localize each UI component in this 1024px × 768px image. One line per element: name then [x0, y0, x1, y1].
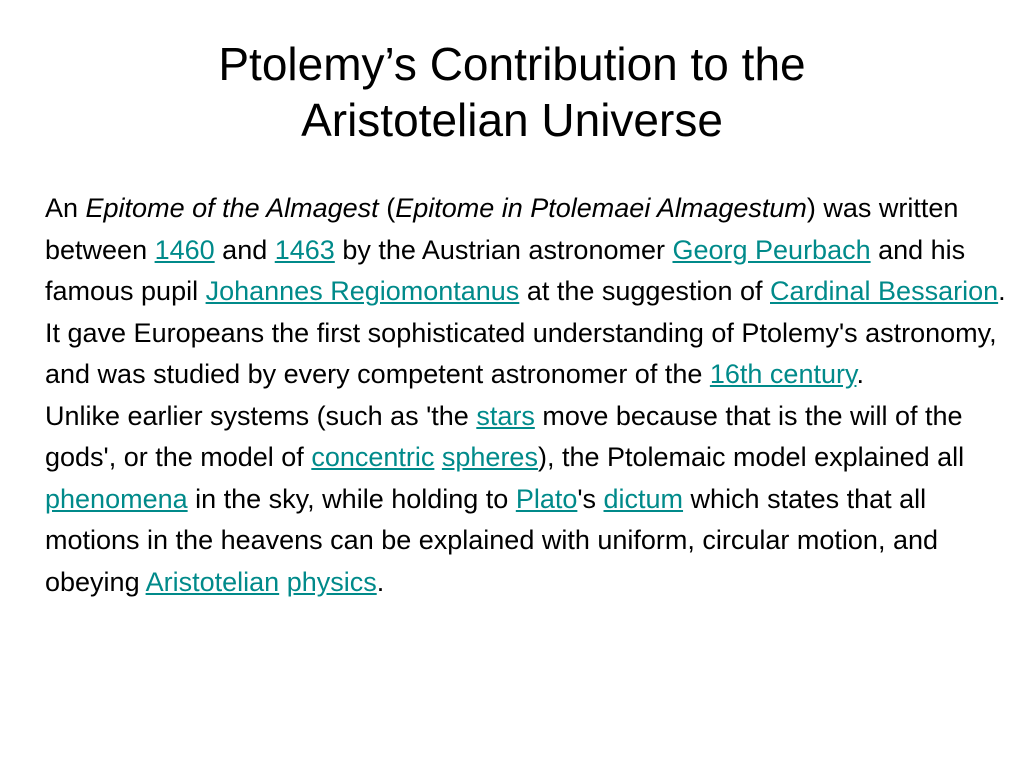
- link-dictum[interactable]: dictum: [603, 483, 684, 514]
- link-physics[interactable]: physics: [286, 566, 377, 597]
- slide-body: [45, 188, 1010, 603]
- title-epitome-in-ptolemaei-almagestum: Epitome in Ptolemaei Almagestum: [395, 193, 807, 223]
- text-run: [279, 567, 287, 597]
- link-plato[interactable]: Plato: [515, 483, 578, 514]
- text-run: at the suggestion of: [519, 276, 770, 306]
- link-16th-century[interactable]: 16th century: [709, 359, 857, 389]
- text-run: 's: [577, 483, 604, 514]
- text-run: An: [45, 193, 86, 223]
- text-run: ), the Ptolemaic model explained all: [537, 442, 965, 472]
- text-run: .: [856, 359, 864, 389]
- link-aristotelian[interactable]: Aristotelian: [145, 566, 280, 597]
- text-run: . It gave Europeans the first sophisticated understanding of Ptolemy's astronomy, and was studied by every competent astronomer of the: [45, 276, 1006, 389]
- link-1460[interactable]: 1460: [154, 234, 215, 265]
- link-concentric[interactable]: concentric: [311, 442, 435, 472]
- text-run: [434, 442, 442, 472]
- text-run: Unlike earlier systems (such as 'the: [45, 400, 477, 431]
- text-run: .: [376, 566, 385, 597]
- link-stars[interactable]: stars: [476, 400, 535, 431]
- link-cardinal-bessarion[interactable]: Cardinal Bessarion: [770, 276, 999, 306]
- text-run: ) was written between: [45, 193, 959, 265]
- link-johannes-regiomontanus[interactable]: Johannes Regiomontanus: [205, 276, 520, 306]
- text-run: and: [214, 234, 275, 265]
- text-run: move because that is the will of the gods', or the model of: [45, 400, 963, 472]
- text-run: which states that all motions in the heavens can be explained with uniform, circular motion, and obeying: [45, 483, 938, 597]
- text-run: (: [378, 193, 396, 223]
- title-line-2: Aristotelian Universe: [301, 94, 723, 146]
- slide-title: [0, 36, 1024, 148]
- paragraph-ptolemaic-model: [45, 396, 1010, 604]
- link-spheres[interactable]: spheres: [441, 442, 538, 472]
- text-run: and his famous pupil: [45, 234, 966, 306]
- text-run: in the sky, while holding to: [187, 483, 516, 514]
- text-run: by the Austrian astronomer: [334, 234, 673, 265]
- title-epitome-of-the-almagest: Epitome of the Almagest: [85, 193, 379, 223]
- paragraph-epitome: [45, 188, 1010, 396]
- link-phenomena[interactable]: phenomena: [45, 483, 188, 514]
- title-line-1: Ptolemy’s Contribution to the: [218, 38, 806, 90]
- link-1463[interactable]: 1463: [274, 234, 335, 265]
- link-georg-peurbach[interactable]: Georg Peurbach: [672, 234, 871, 265]
